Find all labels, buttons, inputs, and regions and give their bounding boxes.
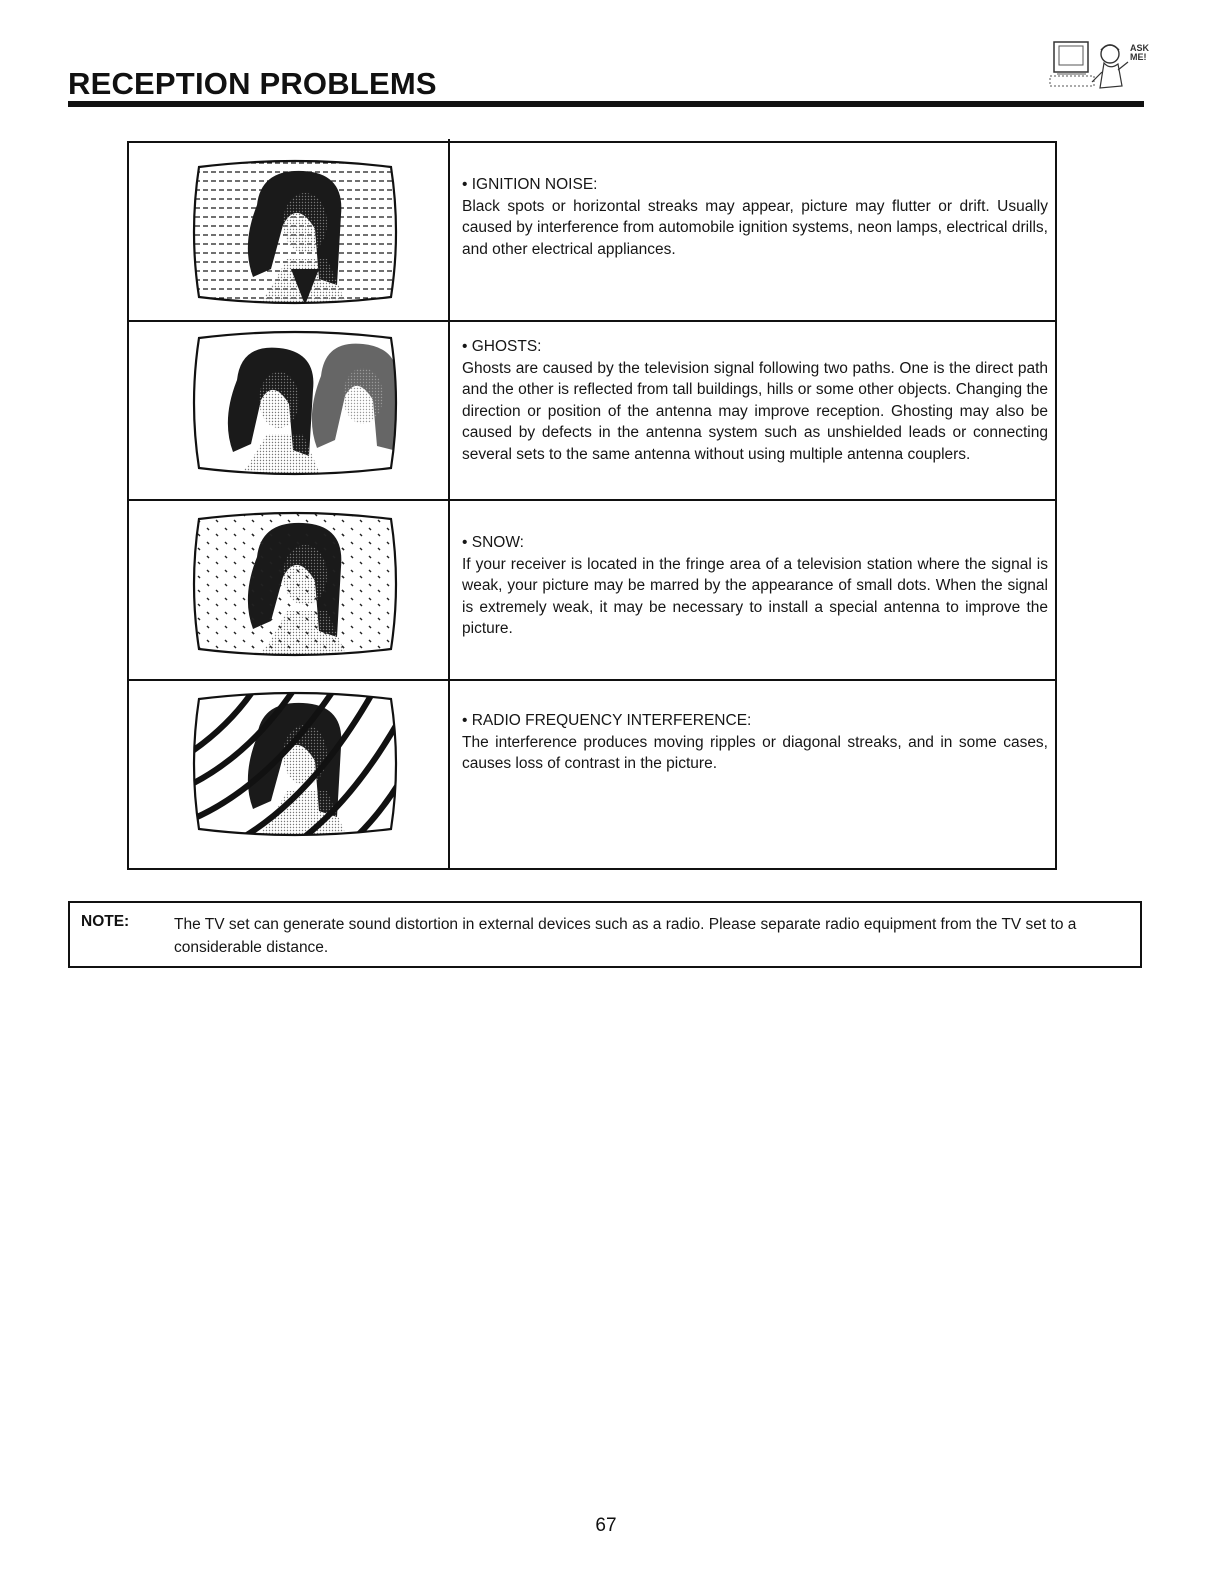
problem-row-ghosts xyxy=(129,322,1055,499)
snow-description xyxy=(462,532,1048,640)
problem-row-rf-interference xyxy=(129,681,1055,870)
rf-interference-description xyxy=(462,710,1048,775)
problem-row-ignition-noise xyxy=(129,143,1055,321)
ask-me-mascot-icon xyxy=(1048,36,1152,100)
snow-body: If your receiver is located in the fringe area of a television station where the signal is weak, your picture may be marred by the appearance of small dots. When the signal is extremely weak, it may be necessary to install a special antenna to improve the picture. xyxy=(462,555,1048,638)
problem-row-snow xyxy=(129,501,1055,679)
rf-interference-body: The interference produces moving ripples or diagonal streaks, and in some cases, causes loss of contrast in the picture. xyxy=(462,733,1048,773)
mascot-caption: ASK ME! xyxy=(1130,43,1150,62)
ignition-noise-body: Black spots or horizontal streaks may appear, picture may flutter or drift. Usually caused by interference from automobile ignition systems, neon lamps, electrical drills, and other electrical appliances. xyxy=(462,197,1048,258)
snow-heading: • SNOW: xyxy=(462,534,524,551)
ghosts-description xyxy=(462,336,1048,466)
ignition-noise-heading: • IGNITION NOISE: xyxy=(462,176,598,193)
note-box xyxy=(68,901,1142,968)
tv-snow-icon xyxy=(187,511,403,657)
reception-problems-table xyxy=(127,141,1057,870)
title-rule xyxy=(68,101,1144,107)
note-label: NOTE: xyxy=(81,913,130,930)
page-title: RECEPTION PROBLEMS xyxy=(68,66,437,101)
tv-ignition-noise-icon xyxy=(187,159,403,305)
rf-interference-heading: • RADIO FREQUENCY INTERFERENCE: xyxy=(462,712,752,729)
ghosts-heading: • GHOSTS: xyxy=(462,338,542,355)
note-text: The TV set can generate sound distortion in external devices such as a radio. Please separate radio equipment from the TV set to a considerable distance. xyxy=(174,916,1077,956)
ghosts-body: Ghosts are caused by the television signal following two paths. One is the direct path and the other is reflected from tall buildings, hills or some other objects. Changing the direction or position of the antenna may improve reception. Ghosting may also be caused by defects in the antenna system such as unshielded leads or connecting several sets to the same antenna without using multiple antenna couplers. xyxy=(462,359,1048,463)
tv-ghosts-icon xyxy=(187,330,403,476)
tv-rf-interference-icon xyxy=(187,691,403,837)
page-number: 67 xyxy=(595,1515,617,1536)
ignition-noise-description xyxy=(462,174,1048,260)
